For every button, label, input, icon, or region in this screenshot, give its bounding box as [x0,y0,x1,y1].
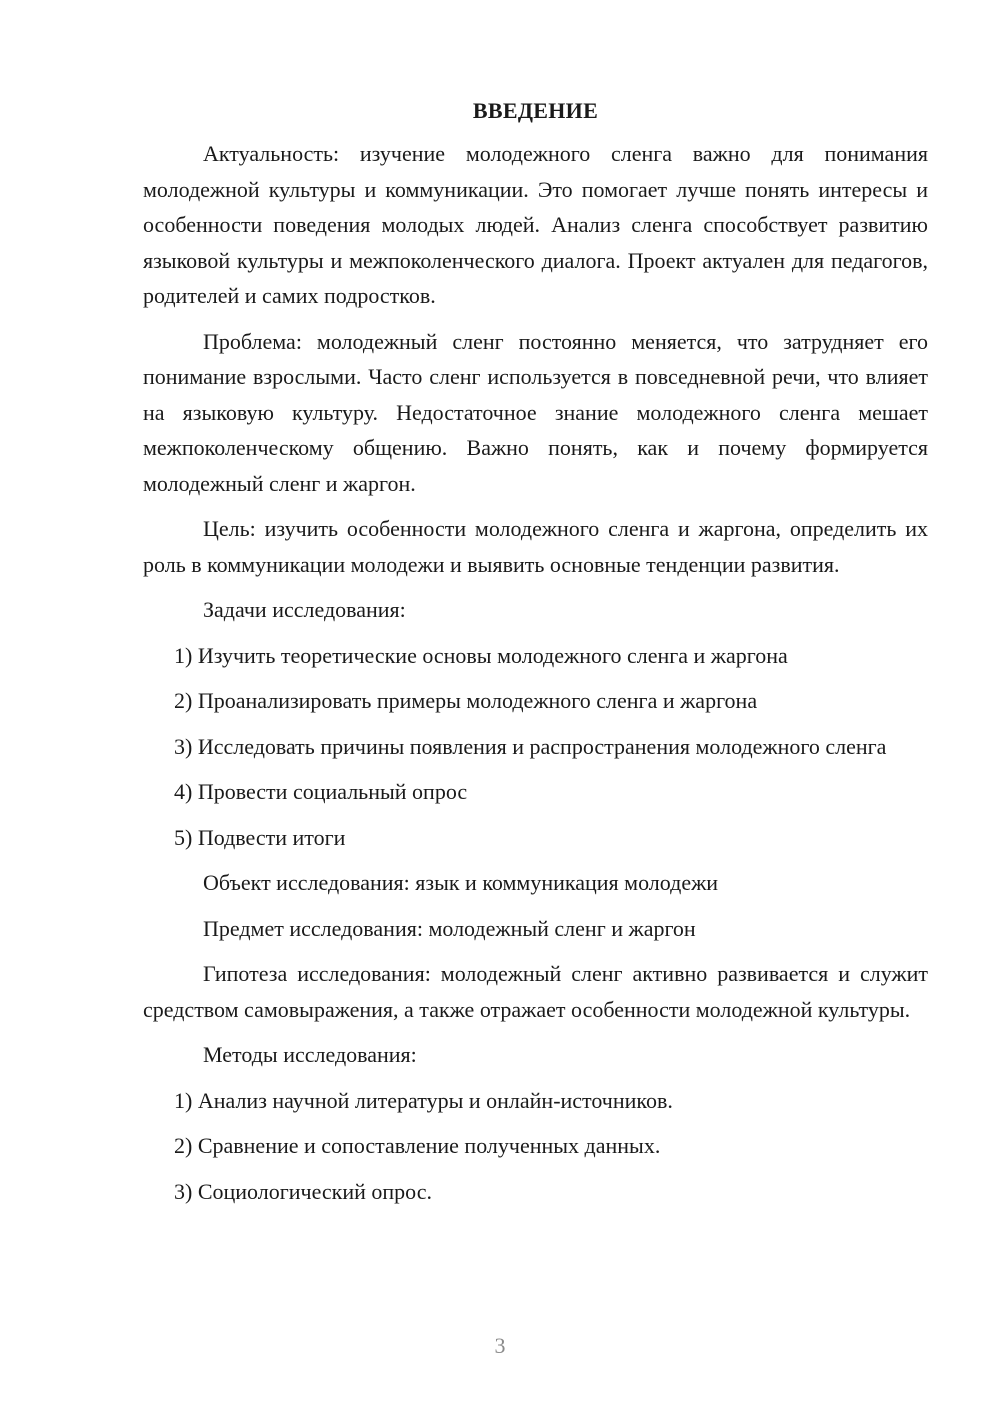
subject-paragraph: Предмет исследования: молодежный сленг и жаргон [203,915,696,941]
method-item-2: 2) Сравнение и сопоставление полученных данных. [174,1133,661,1158]
hypothesis-paragraph: Гипотеза исследования: молодежный сленг активно развивается и служит средством самовыражения, а также отражает особенности молодежной культуры. [143,961,928,1022]
relevance-paragraph: Актуальность: изучение молодежного сленга важно для понимания молодежной культуры и коммуникации. Это помогает лучше понять интересы и особенности поведения молодых людей. Анализ сленга способствует развитию языковой культуры и межпоколенческого диалога. Проект актуален для педагогов, родителей и самих подростков. [143,141,928,308]
task-item-2: 2) Проанализировать примеры молодежного сленга и жаргона [174,688,758,713]
page-content [143,96,928,1219]
section-heading: ВВЕДЕНИЕ [472,98,599,123]
tasks-intro: Задачи исследования: [203,597,406,622]
task-item-3: 3) Исследовать причины появления и распространения молодежного сленга [174,733,887,759]
method-item-3: 3) Социологический опрос. [174,1178,432,1204]
task-item-1: 1) Изучить теоретические основы молодежного сленга и жаргона [174,642,788,668]
page-number: 3 [494,1333,506,1358]
goal-paragraph: Цель: изучить особенности молодежного сленга и жаргона, определить их роль в коммуникации молодежи и выявить основные тенденции развития. [143,516,928,577]
task-item-5: 5) Подвести итоги [174,824,346,850]
methods-intro: Методы исследования: [203,1042,417,1067]
problem-paragraph: Проблема: молодежный сленг постоянно меняется, что затрудняет его понимание взрослыми. Часто сленг используется в повседневной речи, что влияет на языковую культуру. Недостаточное знание молодежного сленга мешает межпоколенческому общению. Важно понять, как и почему формируется молодежный сленг и жаргон. [143,328,928,496]
object-paragraph: Объект исследования: язык и коммуникация молодежи [203,870,719,895]
task-item-4: 4) Провести социальный опрос [174,779,468,804]
method-item-1: 1) Анализ научной литературы и онлайн-источников. [174,1087,673,1113]
